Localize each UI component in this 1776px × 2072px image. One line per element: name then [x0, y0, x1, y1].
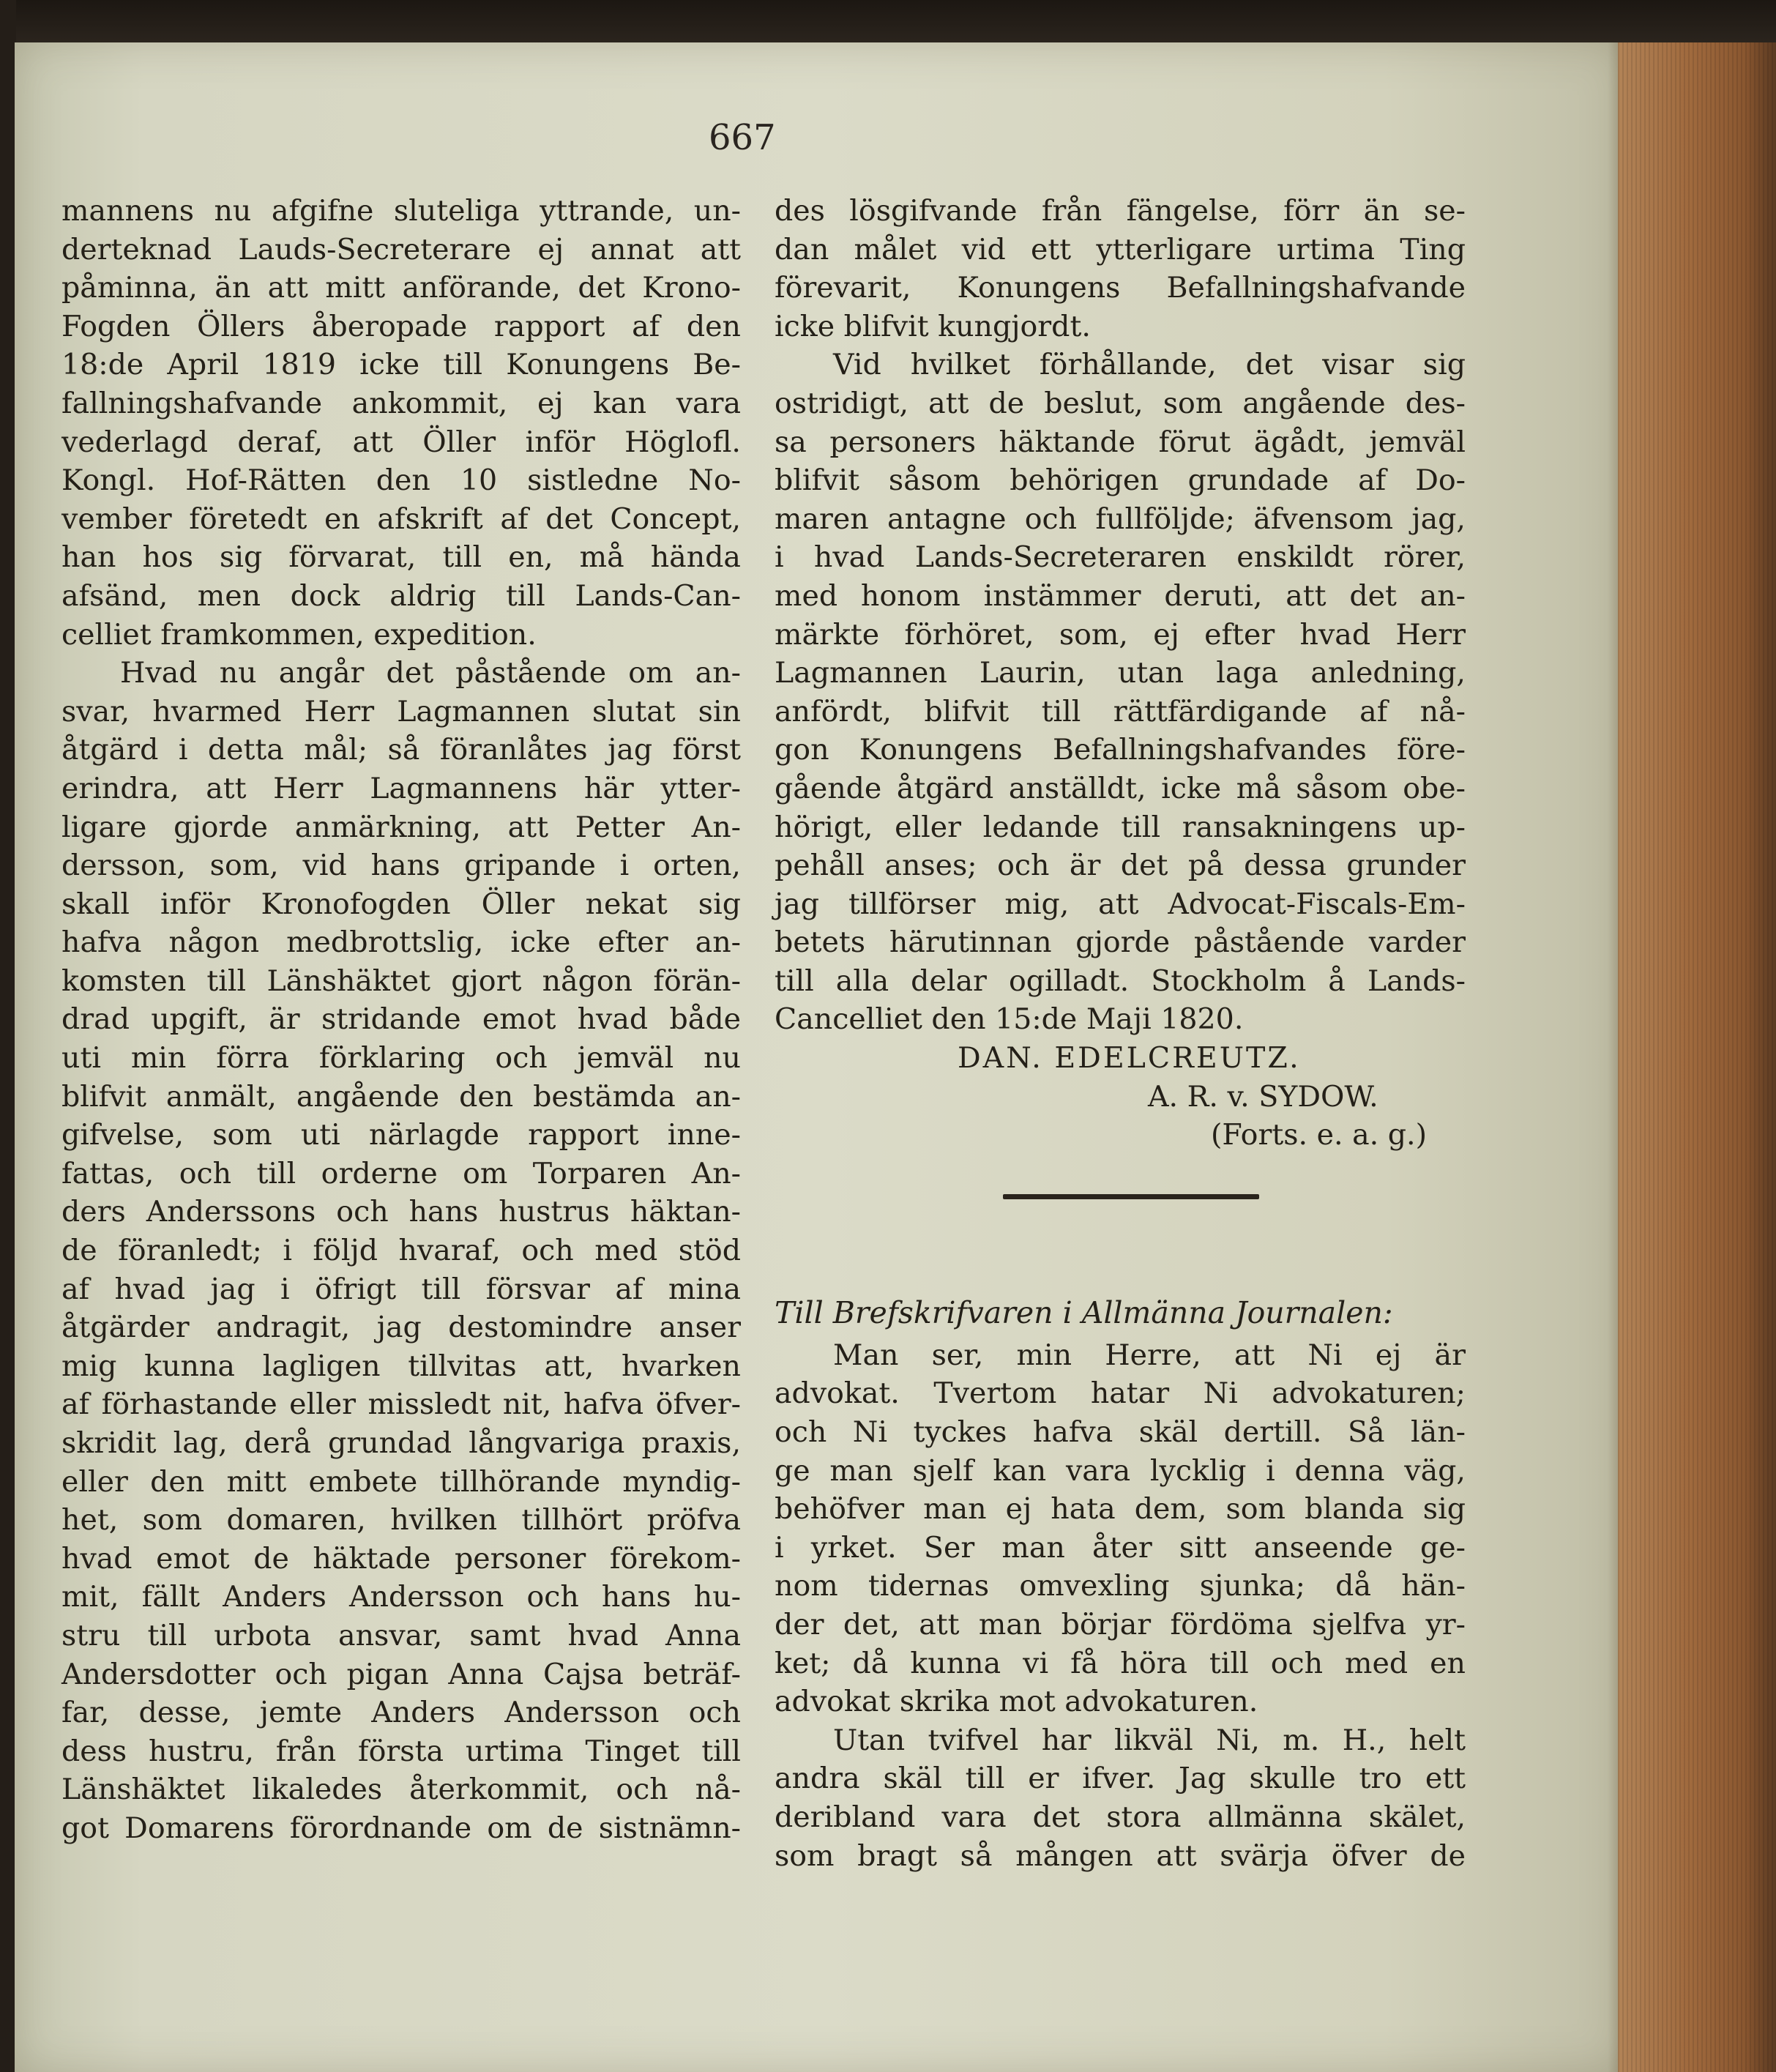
text-line: Man ser, min Herre, att Ni ej är [833, 1338, 1466, 1372]
text-line: het, som domaren, hvilken tillhört pröfva [61, 1503, 741, 1538]
text-line: des lösgifvande från fängelse, förr än se- [775, 194, 1466, 228]
text-line: behöfver man ej hata dem, som blanda sig [775, 1492, 1466, 1527]
signature-edelcreutz: DAN. EDELCREUTZ. [958, 1041, 1301, 1076]
text-line: Cancelliet den 15:de Maji 1820. [775, 1002, 1244, 1037]
text-line: sa personers häktande förut ägådt, jemväl [775, 425, 1466, 459]
text-line: mig kunna lagligen tillvitas att, hvarken [61, 1349, 741, 1383]
text-line: de föranledt; i följd hvaraf, och med stöd [61, 1234, 741, 1268]
text-line: dan målet vid ett ytterligare urtima Ting [775, 232, 1466, 267]
text-line: deribland vara det stora allmänna skälet, [775, 1800, 1466, 1834]
text-line: skridit lag, derå grundad långvariga praxis, [61, 1426, 741, 1460]
text-line: andra skäl till er ifver. Jag skulle tro ett [775, 1762, 1466, 1796]
text-line: pehåll anses; och är det på dessa grunder [775, 849, 1466, 883]
text-line: icke blifvit kungjordt. [775, 309, 1091, 343]
text-line: advokat skrika mot advokaturen. [775, 1685, 1258, 1719]
text-line: påminna, än att mitt anförande, det Krono- [61, 271, 741, 305]
text-line: hvad emot de häktade personer förekom- [61, 1541, 741, 1576]
text-line: ket; då kunna vi få höra till och med en [775, 1646, 1466, 1680]
text-line: till alla delar ogilladt. Stockholm å Lands- [775, 964, 1466, 998]
text-line: dess hustru, från första urtima Tinget till [61, 1734, 741, 1768]
section-spacer [775, 1242, 1466, 1294]
text-line: hafva någon medbrottslig, icke efter an- [61, 925, 741, 960]
text-line: åtgärder andragit, jag destomindre anser [61, 1311, 741, 1345]
text-line: got Domarens förordnande om de sistnämn- [61, 1811, 741, 1845]
text-line: Fogden Öllers åberopade rapport af den [61, 309, 741, 343]
text-line: advokat. Tvertom hatar Ni advokaturen; [775, 1376, 1466, 1411]
text-line: i hvad Lands-Secreteraren enskildt rörer, [775, 540, 1466, 575]
text-line: med honom instämmer deruti, att det an- [775, 578, 1466, 613]
text-line: gifvelse, som uti närlagde rapport inne- [61, 1118, 741, 1152]
text-line: fallningshafvande ankommit, ej kan vara [61, 386, 741, 420]
letter-heading: Till Brefskrifvaren i Allmänna Journalen: [775, 1294, 1393, 1330]
text-line: svar, hvarmed Herr Lagmannen slutat sin [61, 694, 741, 728]
text-line: nom tidernas omvexling sjunka; då hän- [775, 1569, 1466, 1603]
text-line: ligare gjorde anmärkning, att Petter An- [61, 810, 741, 844]
left-column [61, 192, 741, 1848]
text-line: der det, att man börjar fördöma sjelfva yr- [775, 1608, 1466, 1641]
text-line: Länshäktet likaledes återkommit, och nå- [61, 1773, 741, 1807]
text-line: åtgärd i detta mål; så föranlåtes jag först [61, 733, 741, 767]
text-line: ge man sjelf kan vara lycklig i denna väg, [775, 1453, 1466, 1488]
text-line: far, desse, jemte Anders Andersson och [61, 1696, 741, 1730]
text-line: blifvit såsom behörigen grundade af Do- [775, 463, 1466, 498]
text-line: Kongl. Hof-Rätten den 10 sistledne No- [61, 463, 741, 498]
text-line: mit, fällt Anders Andersson och hans hu- [61, 1580, 741, 1614]
text-line: uti min förra förklaring och jemväl nu [61, 1041, 741, 1076]
text-line: Utan tvifvel har likväl Ni, m. H., helt [833, 1723, 1466, 1757]
text-line: ders Anderssons och hans hustrus häktan- [61, 1195, 741, 1229]
text-line: Lagmannen Laurin, utan laga anledning, [775, 656, 1466, 690]
text-line: maren antagne och fullföljde; äfvensom jag, [775, 502, 1466, 536]
text-line: skall inför Kronofogden Öller nekat sig [61, 887, 741, 921]
text-line: stru till urbota ansvar, samt hvad Anna [61, 1618, 741, 1652]
scan-background-left [0, 0, 16, 2072]
text-line: jag tillförser mig, att Advocat-Fiscals-Em- [775, 887, 1466, 921]
page-number: 667 [709, 117, 776, 158]
text-line: drad upgift, är stridande emot hvad både [61, 1002, 741, 1037]
text-line: af hvad jag i öfrigt till försvar af mina [61, 1272, 741, 1306]
text-line: celliet framkommen, expedition. [61, 617, 537, 652]
text-line: 18:de April 1819 icke till Konungens Be- [61, 348, 741, 382]
section-divider [775, 1155, 1466, 1242]
text-line: Hvad nu angår det påstående om an- [120, 656, 741, 690]
text-line: blifvit anmält, angående den bestämda an- [61, 1079, 741, 1114]
text-line: Vid hvilket förhållande, det visar sig [833, 348, 1466, 382]
text-line: i yrket. Ser man åter sitt anseende ge- [775, 1530, 1466, 1565]
text-line: dersson, som, vid hans gripande i orten, [61, 849, 741, 883]
signature-sydow: A. R. v. SYDOW. [1148, 1079, 1378, 1114]
text-line: derteknad Lauds-Secreterare ej annat att [61, 232, 741, 267]
book-page-edges [1618, 42, 1776, 2072]
text-line: betets härutinnan gjorde påstående varder [775, 925, 1466, 960]
text-line: märkte förhöret, som, ej efter hvad Herr [775, 617, 1466, 652]
text-line: och Ni tyckes hafva skäl dertill. Så län- [775, 1415, 1466, 1450]
text-line: afsänd, men dock aldrig till Lands-Can- [61, 578, 741, 613]
continuation-note: (Forts. e. a. g.) [1211, 1118, 1427, 1152]
text-line: gon Konungens Befallningshafvandes före- [775, 733, 1466, 767]
text-line: Andersdotter och pigan Anna Cajsa beträf- [61, 1657, 741, 1691]
text-line: gående åtgärd anställdt, icke må såsom obe- [775, 771, 1466, 805]
text-line: som bragt så mången att svärja öfver de [775, 1838, 1466, 1873]
text-line: vederlagd deraf, att Öller inför Höglofl. [61, 425, 741, 459]
text-line: fattas, och till orderne om Torparen An- [61, 1156, 741, 1190]
text-line: eller den mitt embete tillhörande myndig- [61, 1464, 741, 1499]
divider-rule [1003, 1194, 1259, 1199]
text-line: erindra, att Herr Lagmannens här ytter- [61, 771, 741, 805]
text-line: komsten till Länshäktet gjort någon förän- [61, 964, 741, 998]
text-line: förevarit, Konungens Befallningshafvande [775, 271, 1466, 305]
text-line: mannens nu afgifne sluteliga yttrande, un- [61, 194, 741, 228]
right-column [775, 192, 1466, 1875]
text-line: ostridigt, att de beslut, som angående des- [775, 386, 1466, 420]
text-line: han hos sig förvarat, till en, må hända [61, 540, 741, 575]
text-line: anfördt, blifvit till rättfärdigande af nå- [775, 694, 1466, 728]
text-line: af förhastande eller missledt nit, hafva öfver- [61, 1387, 741, 1422]
text-line: vember företedt en afskrift af det Concept, [61, 502, 741, 536]
text-line: hörigt, eller ledande till ransakningens up- [775, 810, 1466, 844]
